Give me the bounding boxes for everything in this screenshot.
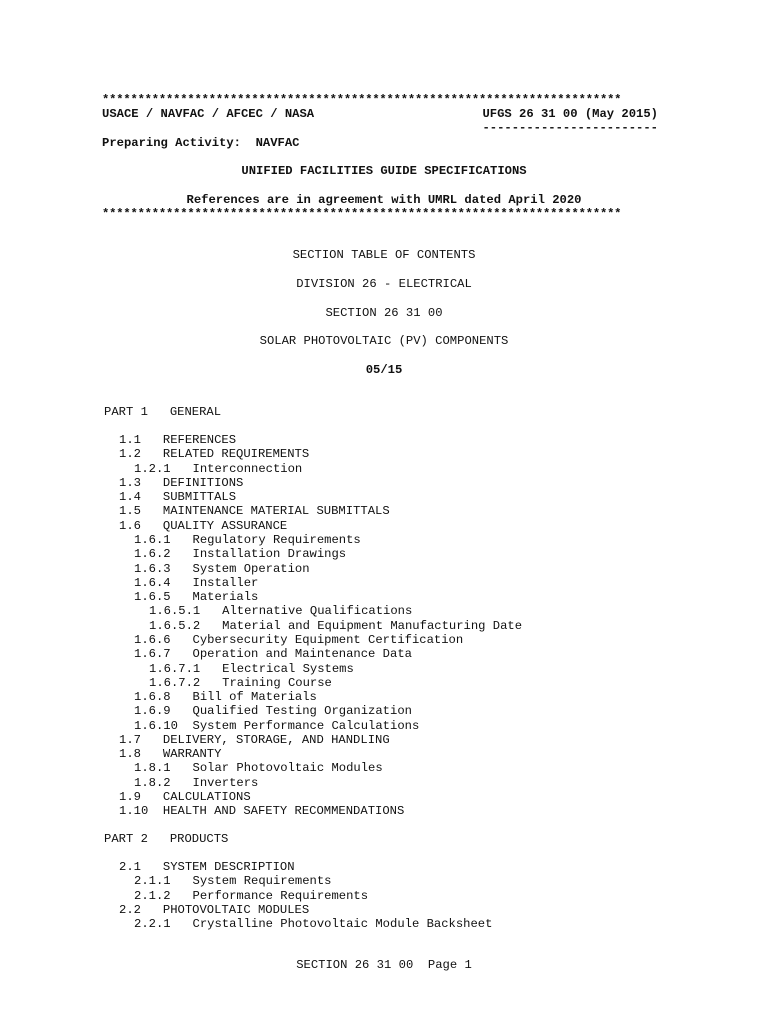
spec-underline: ------------------------ xyxy=(482,121,658,135)
toc-entry-title: Installation Drawings xyxy=(192,547,347,562)
toc-entry xyxy=(134,761,383,775)
toc-entry-title: SUBMITTALS xyxy=(162,490,237,505)
toc-entry xyxy=(149,619,522,633)
toc-entry xyxy=(119,490,236,504)
toc-entry-title: RELATED REQUIREMENTS xyxy=(162,447,310,462)
toc-entry xyxy=(134,690,317,704)
toc-entry-number: 1.2.1 xyxy=(134,461,171,476)
date-code: 05/15 xyxy=(365,363,403,377)
toc-entry-title: Qualified Testing Organization xyxy=(192,704,412,719)
toc-entry-title: PHOTOVOLTAIC MODULES xyxy=(162,902,310,917)
part-title: GENERAL xyxy=(169,405,222,419)
toc-entry-title: MAINTENANCE MATERIAL SUBMITTALS xyxy=(162,504,390,519)
toc-entry xyxy=(134,562,310,576)
toc-entry xyxy=(119,433,236,447)
toc-entry-title: HEALTH AND SAFETY RECOMMENDATIONS xyxy=(162,804,405,819)
toc-entry xyxy=(134,719,419,733)
toc-entry xyxy=(119,790,251,804)
toc-entry-number: 1.6.2 xyxy=(134,547,171,562)
toc-entry xyxy=(134,704,412,718)
toc-entry-number: 2.1.2 xyxy=(134,888,171,903)
toc-entry-number: 1.9 xyxy=(119,790,141,804)
toc-entry xyxy=(134,462,302,476)
toc-entry xyxy=(134,533,361,547)
toc-entry xyxy=(119,519,287,533)
toc-entry-title: Operation and Maintenance Data xyxy=(192,647,412,662)
toc-entry-title: QUALITY ASSURANCE xyxy=(162,518,288,533)
toc-entry-number: 1.10 xyxy=(119,804,149,819)
toc-entry-number: 1.6.1 xyxy=(134,533,171,547)
toc-entry-number: 1.6.3 xyxy=(134,561,171,576)
toc-entry-number: 1.4 xyxy=(119,490,141,505)
toc-entry xyxy=(134,576,258,590)
toc-entry-number: 1.5 xyxy=(119,504,141,519)
toc-entry xyxy=(149,676,332,690)
toc-entry-title: Materials xyxy=(192,590,259,605)
references-note: References are in agreement with UMRL dated April 2020 xyxy=(186,193,582,207)
section-name: SOLAR PHOTOVOLTAIC (PV) COMPONENTS xyxy=(259,334,509,348)
toc-entry xyxy=(119,747,221,761)
toc-entry-number: 1.3 xyxy=(119,475,141,490)
toc-entry xyxy=(134,874,332,888)
toc-entry-title: Performance Requirements xyxy=(192,888,369,903)
part-1-heading xyxy=(104,405,221,419)
preparing-label: Preparing Activity: xyxy=(102,136,241,150)
doc-title: UNIFIED FACILITIES GUIDE SPECIFICATIONS xyxy=(241,164,527,178)
toc-entry-number: 1.6.7.2 xyxy=(149,675,201,690)
spec-id: UFGS 26 31 00 (May 2015) xyxy=(482,107,658,121)
toc-entry-number: 1.6.10 xyxy=(134,718,178,733)
toc-entry-number: 1.6.5 xyxy=(134,590,171,605)
toc-entry-title: System Requirements xyxy=(192,874,332,889)
toc-entry-title: Installer xyxy=(192,575,259,590)
toc-entry xyxy=(119,804,404,818)
toc-entry-number: 1.6.4 xyxy=(134,575,171,590)
toc-entry xyxy=(119,860,295,874)
toc-entry xyxy=(119,447,309,461)
toc-entry xyxy=(149,662,354,676)
toc-entry-number: 2.2.1 xyxy=(134,917,171,932)
toc-entry-title: DEFINITIONS xyxy=(162,475,244,490)
preparing-activity xyxy=(102,136,300,150)
toc-entry xyxy=(119,903,309,917)
page-footer: SECTION 26 31 00 Page 1 xyxy=(296,958,472,972)
toc-entry-number: 2.1.1 xyxy=(134,874,171,889)
toc-entry-number: 1.6.7.1 xyxy=(149,661,201,676)
header-stars-bottom: ************************************************************************* xyxy=(102,207,622,221)
toc-entry-title: DELIVERY, STORAGE, AND HANDLING xyxy=(162,732,390,747)
toc-entry xyxy=(134,647,412,661)
toc-entry-title: Training Course xyxy=(222,675,332,690)
toc-entry xyxy=(134,590,258,604)
toc-entry-title: System Performance Calculations xyxy=(192,718,420,733)
toc-entry-title: Electrical Systems xyxy=(222,661,354,676)
toc-entry-number: 1.6.8 xyxy=(134,690,171,704)
toc-entry-number: 1.2 xyxy=(119,447,141,462)
toc-entry-title: Interconnection xyxy=(192,461,303,476)
section-number: SECTION 26 31 00 xyxy=(325,306,443,320)
toc-entry-title: System Operation xyxy=(192,561,310,576)
toc-entry xyxy=(119,476,243,490)
toc-entry-title: WARRANTY xyxy=(162,747,222,762)
toc-entry-title: Material and Equipment Manufacturing Date xyxy=(222,618,523,633)
toc-entry-title: SYSTEM DESCRIPTION xyxy=(162,860,295,874)
toc-entry-title: REFERENCES xyxy=(162,433,237,447)
toc-entry xyxy=(134,776,258,790)
toc-entry-title: CALCULATIONS xyxy=(162,790,251,804)
toc-entry xyxy=(134,889,368,903)
toc-entry-title: Crystalline Photovoltaic Module Backsheet xyxy=(192,917,493,932)
toc-entry-title: Bill of Materials xyxy=(192,690,317,704)
toc-entry xyxy=(119,504,390,518)
toc-entry xyxy=(134,547,346,561)
part-number: PART 2 xyxy=(104,832,148,846)
header-stars-top: ************************************************************************* xyxy=(102,93,622,107)
part-title: PRODUCTS xyxy=(169,832,229,846)
toc-entry-number: 2.1 xyxy=(119,860,141,874)
division-title: DIVISION 26 - ELECTRICAL xyxy=(296,277,472,291)
preparing-value: NAVFAC xyxy=(255,136,300,150)
toc-entry xyxy=(134,633,463,647)
toc-title: SECTION TABLE OF CONTENTS xyxy=(292,248,476,262)
toc-entry-number: 2.2 xyxy=(119,902,141,917)
toc-entry-number: 1.7 xyxy=(119,732,141,747)
toc-entry-number: 1.1 xyxy=(119,433,141,447)
toc-entry-title: Inverters xyxy=(192,775,259,790)
agencies-line: USACE / NAVFAC / AFCEC / NASA xyxy=(102,107,315,121)
toc-entry-number: 1.6.6 xyxy=(134,632,171,647)
toc-entry-title: Solar Photovoltaic Modules xyxy=(192,761,383,776)
toc-entry xyxy=(134,917,492,931)
toc-entry-number: 1.6.5.2 xyxy=(149,618,201,633)
toc-entry-number: 1.8 xyxy=(119,747,141,762)
toc-entry-number: 1.6 xyxy=(119,518,141,533)
toc-entry-number: 1.6.5.1 xyxy=(149,604,201,619)
toc-entry-number: 1.6.7 xyxy=(134,647,171,662)
toc-entry xyxy=(119,733,390,747)
toc-entry-number: 1.8.2 xyxy=(134,775,171,790)
part-2-heading xyxy=(104,832,228,846)
toc-entry-number: 1.8.1 xyxy=(134,761,171,776)
part-number: PART 1 xyxy=(104,405,148,419)
toc-entry-title: Alternative Qualifications xyxy=(222,604,413,619)
toc-entry-number: 1.6.9 xyxy=(134,704,171,719)
toc-entry-title: Cybersecurity Equipment Certification xyxy=(192,632,464,647)
toc-entry-title: Regulatory Requirements xyxy=(192,533,361,547)
toc-entry xyxy=(149,604,412,618)
